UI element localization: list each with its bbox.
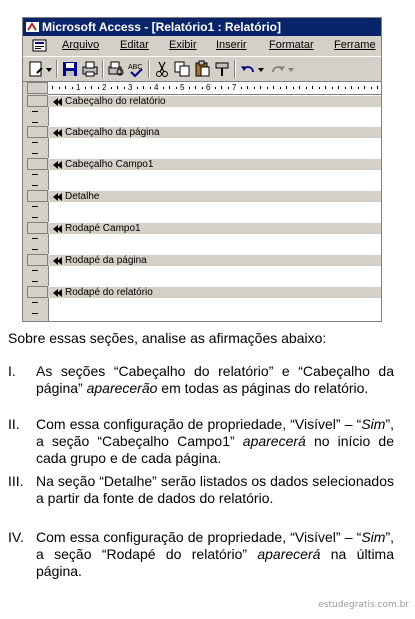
section-band[interactable] <box>48 298 381 318</box>
ruler-tick <box>299 86 300 89</box>
section-label: Rodapé da página <box>65 255 147 266</box>
vertical-ruler-mark <box>32 281 38 282</box>
section-band[interactable] <box>48 170 381 190</box>
report-selector[interactable] <box>27 82 48 94</box>
ruler-tick <box>195 86 196 89</box>
redo-icon[interactable] <box>269 60 287 78</box>
ruler-tick <box>228 87 229 89</box>
section-selector[interactable] <box>27 126 48 138</box>
ruler-number: 1 <box>76 83 81 92</box>
save-icon[interactable] <box>61 60 79 78</box>
report-document-icon[interactable] <box>32 38 48 53</box>
section-selector[interactable] <box>27 286 48 298</box>
copy-icon[interactable] <box>173 60 191 78</box>
ruler-tick <box>267 87 268 89</box>
ruler-tick <box>85 87 86 89</box>
toolbar-separator <box>56 60 58 78</box>
section-label: Cabeçalho da página <box>65 127 160 138</box>
vertical-ruler-mark <box>32 111 38 112</box>
vertical-ruler-mark <box>32 122 38 123</box>
section-arrow-icon <box>57 225 62 233</box>
section-selector[interactable] <box>27 254 48 266</box>
ruler-tick <box>150 87 151 89</box>
section-label: Cabeçalho do relatório <box>65 96 166 107</box>
ruler-tick <box>351 86 352 89</box>
ruler-tick <box>286 86 287 89</box>
ruler-tick <box>247 86 248 89</box>
ruler-tick <box>371 87 372 89</box>
vertical-ruler-mark <box>32 217 38 218</box>
ruler-number: 6 <box>206 83 211 92</box>
ruler-tick <box>176 87 177 89</box>
paste-icon[interactable] <box>193 60 211 78</box>
ruler-tick <box>59 87 60 89</box>
ruler-number: 2 <box>102 83 107 92</box>
question-intro: Sobre essas seções, analise as afirmações abaixo: <box>8 330 327 346</box>
ruler-tick <box>312 86 313 89</box>
ruler-tick <box>143 86 144 89</box>
ruler-tick <box>338 86 339 89</box>
section-label: Detalhe <box>65 191 100 202</box>
section-selector[interactable] <box>27 222 48 234</box>
watermark: estudegratis.com.br <box>318 600 409 610</box>
ruler-tick <box>169 86 170 89</box>
ruler-number: 7 <box>232 83 237 92</box>
ruler-tick <box>319 87 320 89</box>
toolbar-separator <box>234 60 236 78</box>
ruler-tick <box>221 86 222 89</box>
vertical-ruler-mark <box>32 249 38 250</box>
menu-inserir[interactable]: Inserir <box>216 39 247 51</box>
section-selector[interactable] <box>27 158 48 170</box>
statement-text: Com essa configuração de propriedade, “Visível” – “Sim”, a seção “Cabeçalho Campo1” aparecerá no início de cada grupo e de cada página. <box>36 416 394 466</box>
svg-text:ABC: ABC <box>128 64 143 71</box>
access-window <box>22 17 382 322</box>
section-arrow-icon <box>57 289 62 297</box>
vertical-ruler-mark <box>32 153 38 154</box>
toolbar <box>23 56 381 82</box>
ruler-tick <box>52 86 53 89</box>
ruler-tick <box>163 87 164 89</box>
section-band[interactable] <box>48 202 381 222</box>
ruler-tick <box>325 86 326 89</box>
ruler-number: 4 <box>154 83 159 92</box>
statement-number: IV. <box>8 529 24 545</box>
window-title: Microsoft Access - [Relatório1 : Relatório] <box>42 20 281 34</box>
section-arrow-icon <box>57 193 62 201</box>
ruler-tick <box>65 86 66 89</box>
section-label: Rodapé do relatório <box>65 287 153 298</box>
statement-text: As seções “Cabeçalho do relatório” e “Cabeçalho da página” aparecerão em todas as páginas do relatório. <box>36 363 394 396</box>
statement-number: III. <box>8 473 24 489</box>
menu-ferramentas[interactable]: Ferrame <box>334 39 376 51</box>
ruler-tick <box>189 87 190 89</box>
section-band[interactable] <box>48 107 381 126</box>
section-band[interactable] <box>48 266 381 286</box>
ruler-number: 3 <box>128 83 133 92</box>
section-band[interactable] <box>48 234 381 254</box>
access-key-icon <box>26 21 39 33</box>
print-preview-icon[interactable] <box>107 60 125 78</box>
vertical-ruler-mark <box>32 174 38 175</box>
toolbar-separator <box>148 60 150 78</box>
redo-dropdown-icon[interactable] <box>287 60 295 78</box>
ruler-tick <box>241 87 242 89</box>
vertical-ruler-mark <box>32 313 38 314</box>
statement-text: Com essa configuração de propriedade, “Visível” – “Sim”, a seção “Rodapé do relatório” aparecerá na última página. <box>36 529 394 579</box>
ruler-tick <box>124 87 125 89</box>
vertical-ruler-mark <box>32 238 38 239</box>
menu-editar[interactable]: Editar <box>120 39 149 51</box>
print-icon[interactable] <box>81 60 99 78</box>
ruler-tick <box>215 87 216 89</box>
undo-icon[interactable] <box>239 60 257 78</box>
horizontal-ruler <box>48 82 381 95</box>
ruler-tick <box>280 87 281 89</box>
ruler-tick <box>72 87 73 89</box>
vertical-ruler-mark <box>32 185 38 186</box>
ruler-tick <box>306 87 307 89</box>
ruler-tick <box>111 87 112 89</box>
view-report-icon[interactable] <box>27 60 45 78</box>
ruler-tick <box>293 87 294 89</box>
ruler-tick <box>137 87 138 89</box>
section-arrow-icon <box>57 161 62 169</box>
section-label: Cabeçalho Campo1 <box>65 159 154 170</box>
section-arrow-icon <box>57 129 62 137</box>
ruler-tick <box>91 86 92 89</box>
ruler-tick <box>98 87 99 89</box>
section-arrow-icon <box>57 98 62 106</box>
ruler-number: 5 <box>180 83 185 92</box>
section-arrow-icon <box>57 257 62 265</box>
section-selector[interactable] <box>27 95 48 107</box>
section-band[interactable] <box>48 138 381 158</box>
ruler-tick <box>273 86 274 89</box>
ruler-tick <box>364 86 365 89</box>
format-painter-icon[interactable] <box>213 60 231 78</box>
undo-dropdown-icon[interactable] <box>257 60 265 78</box>
section-selector[interactable] <box>27 190 48 202</box>
menu-exibir[interactable]: Exibir <box>169 39 197 51</box>
vertical-ruler-mark <box>32 206 38 207</box>
menu-arquivo[interactable]: Arquivo <box>62 39 100 51</box>
section-label: Rodapé Campo1 <box>65 223 141 234</box>
statement-number: II. <box>8 416 20 432</box>
cut-icon[interactable] <box>153 60 171 78</box>
ruler-tick <box>260 86 261 89</box>
statement-text: Na seção “Detalhe” serão listados os dados selecionados a partir da fonte de dados do relatório. <box>36 473 394 506</box>
menu-bar <box>23 36 381 55</box>
vertical-ruler-mark <box>32 142 38 143</box>
spelling-check-icon[interactable] <box>127 60 145 78</box>
statement-number: I. <box>8 363 16 379</box>
view-dropdown-icon[interactable] <box>45 60 53 78</box>
ruler-tick <box>345 87 346 89</box>
menu-formatar[interactable]: Formatar <box>269 39 314 51</box>
ruler-tick <box>202 87 203 89</box>
vertical-ruler-mark <box>32 270 38 271</box>
ruler-tick <box>332 87 333 89</box>
toolbar-separator <box>102 60 104 78</box>
ruler-tick <box>377 86 378 89</box>
vertical-ruler-mark <box>32 302 38 303</box>
ruler-tick <box>254 87 255 89</box>
report-design-area <box>27 82 381 321</box>
title-bar <box>23 18 381 36</box>
ruler-tick <box>117 86 118 89</box>
ruler-tick <box>358 87 359 89</box>
